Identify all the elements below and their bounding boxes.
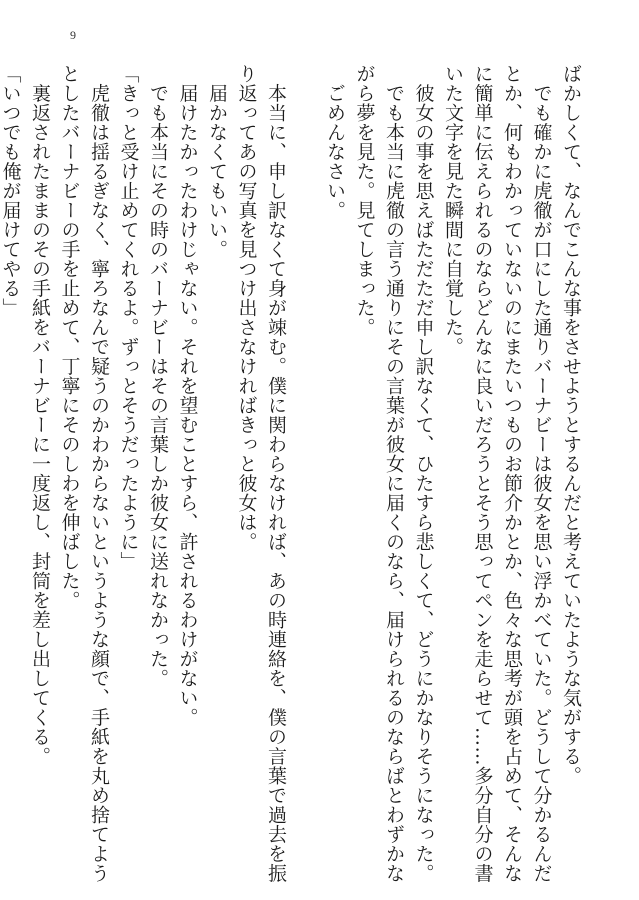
text-line: 「きっと受け止めてくれるよ。ずっとそうだったように」 [117, 64, 140, 571]
text-line: としたバーナビーの手を止めて、丁寧にそのしわを伸ばした。 [58, 64, 81, 610]
text-line: 本当に、申し訳なくて身が竦む。僕に関わらなければ、あの時連絡を、僕の言葉で過去を振 [265, 64, 287, 883]
text-line: 彼女の事を思えばただただ申し訳なくて、ひたすら悲しくて、どうにかなりそうになった。 [412, 64, 435, 883]
text-line: でも本当にその時のバーナビーはその言葉しか彼女に送れなかった。 [147, 64, 169, 688]
text-line: ばかしくて、なんでこんな事をさせようとするんだと考えていたような気がする。 [560, 64, 582, 786]
text-line: 裏返されたままのその手紙をバーナビーに一度返し、封筒を差し出してくる。 [29, 64, 51, 766]
text-line: でも確かに虎徹が口にした通りバーナビーは彼女を思い浮かべていた。どうして分かるんだ [530, 64, 553, 883]
text-line: がら夢を見た。見てしまった。 [353, 64, 376, 337]
text-line: 届けたかったわけじゃない。それを望むことすら、許されるわけがない。 [176, 64, 199, 727]
text-line: でも本当に虎徹の言う通りにその言葉が彼女に届くのなら、届けられるのならばとわずかな [383, 64, 405, 883]
text-line: 虎徹は揺るぎなく、寧ろなんで疑うのかわからないというような顔で、手紙を丸め捨てよう [88, 64, 110, 883]
text-line: 届かなくてもいい。 [206, 64, 228, 259]
vertical-text-body [0, 64, 585, 883]
text-line: に簡単に伝えられるのならどんなに良いだろうとそう思ってペンを走らせて……多分自分の書 [471, 64, 494, 883]
text-line: いた文字を見た瞬間に自覚した。 [442, 64, 464, 357]
text-line: り返ってあの写真を見つけ出さなければきっと彼女は。 [235, 64, 258, 552]
blank-line [290, 64, 320, 864]
text-line: ごめんなさい。 [324, 64, 346, 220]
text-line: とか、何もわかっていないのにまたいつものお節介かとか、色々な思考が頭を占めて、そんな [501, 64, 523, 883]
text-line: 「いつでも俺が届けてやる」 [0, 64, 22, 318]
page-number: 9 [70, 28, 76, 42]
